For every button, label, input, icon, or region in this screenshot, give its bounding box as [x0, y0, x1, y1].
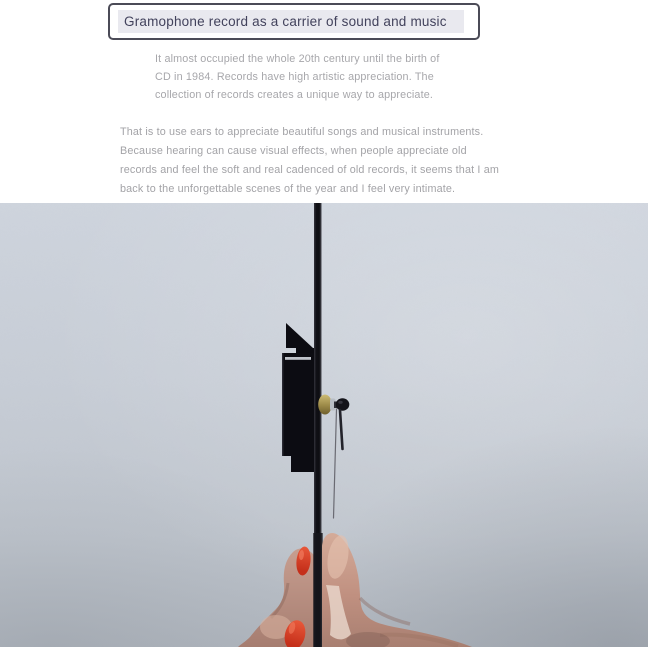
description-paragraph: [120, 123, 499, 199]
movement-slot: [285, 357, 311, 360]
intro-line-1: It almost occupied the whole 20th century until the birth of: [155, 53, 440, 65]
title-box: [108, 3, 480, 40]
record-edge: [313, 203, 323, 647]
page-title: Gramophone record as a carrier of sound and music: [118, 10, 464, 33]
brass-nut: [318, 395, 332, 415]
description-line-1: That is to use ears to appreciate beautiful songs and musical instruments.: [120, 126, 484, 138]
product-photo: [0, 203, 648, 647]
description-line-3: records and feel the soft and real cadenced of old records, it seems that I am: [120, 164, 499, 176]
description-line-2: Because hearing can cause visual effects, when people appreciate old: [120, 145, 467, 157]
intro-line-3: collection of records creates a unique way to appreciate.: [155, 88, 434, 101]
description-line-4: back to the unforgettable scenes of the year and I feel very intimate.: [120, 183, 456, 195]
intro-paragraph: [155, 51, 439, 104]
hand-hub: [336, 398, 350, 410]
intro-line-2: CD in 1984. Records have high artistic appreciation. The: [155, 70, 434, 83]
